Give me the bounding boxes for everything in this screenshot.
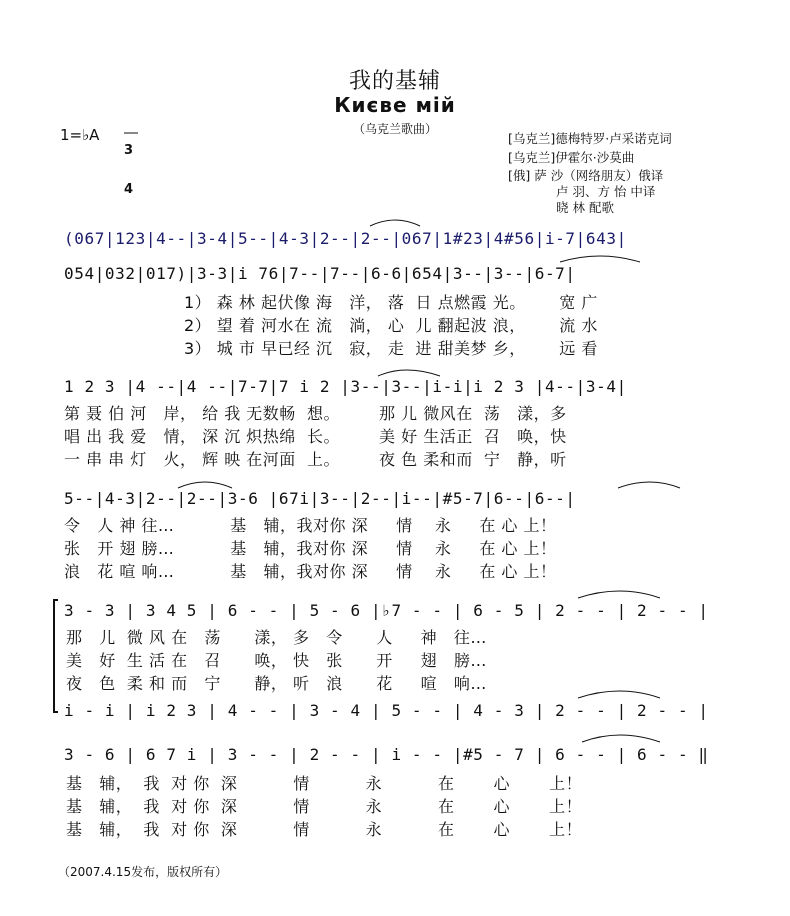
lyric-verse3-line3: 浪 花 喧 响… 基 辅，我对你 深 情 永 在 心 上！ [64,562,557,581]
score-line-2: 054|032|017)|3-3|i 76|7--|7--|6-6|654|3--|3--|6-7| [64,264,576,283]
lyric-verse1-line1: 1） 森 林 起伏像 海 洋， 落 日 点燃霞 光。 宽 广 [184,293,598,312]
tie-arc [582,735,660,742]
system-bracket [54,600,58,712]
lyric-verse3-line1: 3） 城 市 早已经 沉 寂， 走 进 甜美梦 乡， 远 看 [184,339,598,358]
lyric-verse1-line3: 令 人 神 往… 基 辅，我对你 深 情 永 在 心 上！ [64,516,557,535]
lyric-verse1-line5: 基 辅， 我 对 你 深 情 永 在 心 上！ [66,774,583,793]
lyric-verse3-line5: 基 辅， 我 对 你 深 情 永 在 心 上！ [66,820,583,839]
credit-composer: [乌克兰]伊霍尔·沙莫曲 [508,150,635,165]
tie-arc [370,220,420,226]
tie-arc [178,482,232,488]
tie-arc [378,370,440,376]
lyric-verse2-line4: 美 好 生 活 在 召 唤， 快 张 开 翅 膀… [66,651,487,670]
tie-arc [578,591,660,598]
credit-russian-translator: [俄] 萨 沙（网络朋友）俄译 [508,168,664,183]
meter-denominator: 4 [124,182,134,197]
lyric-verse3-line2: 一 串 串 灯 火， 辉 映 在河面 上。 夜 色 柔和而 宁 静，听 [64,450,567,469]
credit-arranger: 晓 林 配歌 [556,200,614,215]
score-line-6: 3 - 6 | 6 7 i | 3 - - | 2 - - | i - - |#5 - 7 | 6 - - | 6 - - ‖ [64,745,709,764]
tie-arc [618,482,680,488]
score-line-3: 1 2 3 |4 --|4 --|7-7|7 i 2 |3--|3--|i-i|i 2 3 |4--|3-4| [64,377,627,396]
song-title-chinese: 我的基辅 [348,69,441,94]
score-line-5-lower-voice: i - i | i 2 3 | 4 - - | 3 - 4 | 5 - - | 4 - 3 | 2 - - | 2 - - | [64,701,709,720]
tie-arc [560,256,640,262]
song-subtitle: （乌克兰歌曲） [352,122,437,136]
key-signature: 1=♭A [60,126,100,144]
lyric-verse2-line5: 基 辅， 我 对 你 深 情 永 在 心 上！ [66,797,583,816]
lyric-verse1-line2: 第 聂 伯 河 岸， 给 我 无数畅 想。 那 儿 微风在 荡 漾，多 [64,404,567,423]
lyric-verse2-line1: 2） 望 着 河水在 流 淌， 心 儿 翻起波 浪， 流 水 [184,316,598,335]
tie-arc [578,691,660,698]
meter-numerator: 3 [124,143,134,158]
score-line-1: (067|123|4--|3-4|5--|4-3|2--|2--|067|1#23|4#56|i-7|643| [64,229,627,248]
lyric-verse2-line2: 唱 出 我 爱 情， 深 沉 炽热绵 长。 美 好 生活正 召 唤，快 [64,427,567,446]
score-line-4: 5--|4-3|2--|2--|3-6 |67i|3--|2--|i--|#5-7|6--|6--| [64,489,576,508]
credit-chinese-translator: 卢 羽、方 怡 中译 [556,184,656,199]
score-line-5-upper-voice: 3 - 3 | 3 4 5 | 6 - - | 5 - 6 |♭7 - - | 6 - 5 | 2 - - | 2 - - | [64,601,709,620]
credit-lyricist: [乌克兰]德梅特罗·卢采诺克词 [508,131,672,146]
lyric-verse3-line4: 夜 色 柔 和 而 宁 静， 听 浪 花 喧 响… [66,674,487,693]
song-title-ukrainian: Києве мій [334,93,456,117]
lyric-verse1-line4: 那 儿 微 风 在 荡 漾， 多 令 人 神 往… [66,628,487,647]
publication-note: （2007.4.15发布，版权所有） [58,865,228,879]
lyric-verse2-line3: 张 开 翅 膀… 基 辅，我对你 深 情 永 在 心 上！ [64,539,557,558]
